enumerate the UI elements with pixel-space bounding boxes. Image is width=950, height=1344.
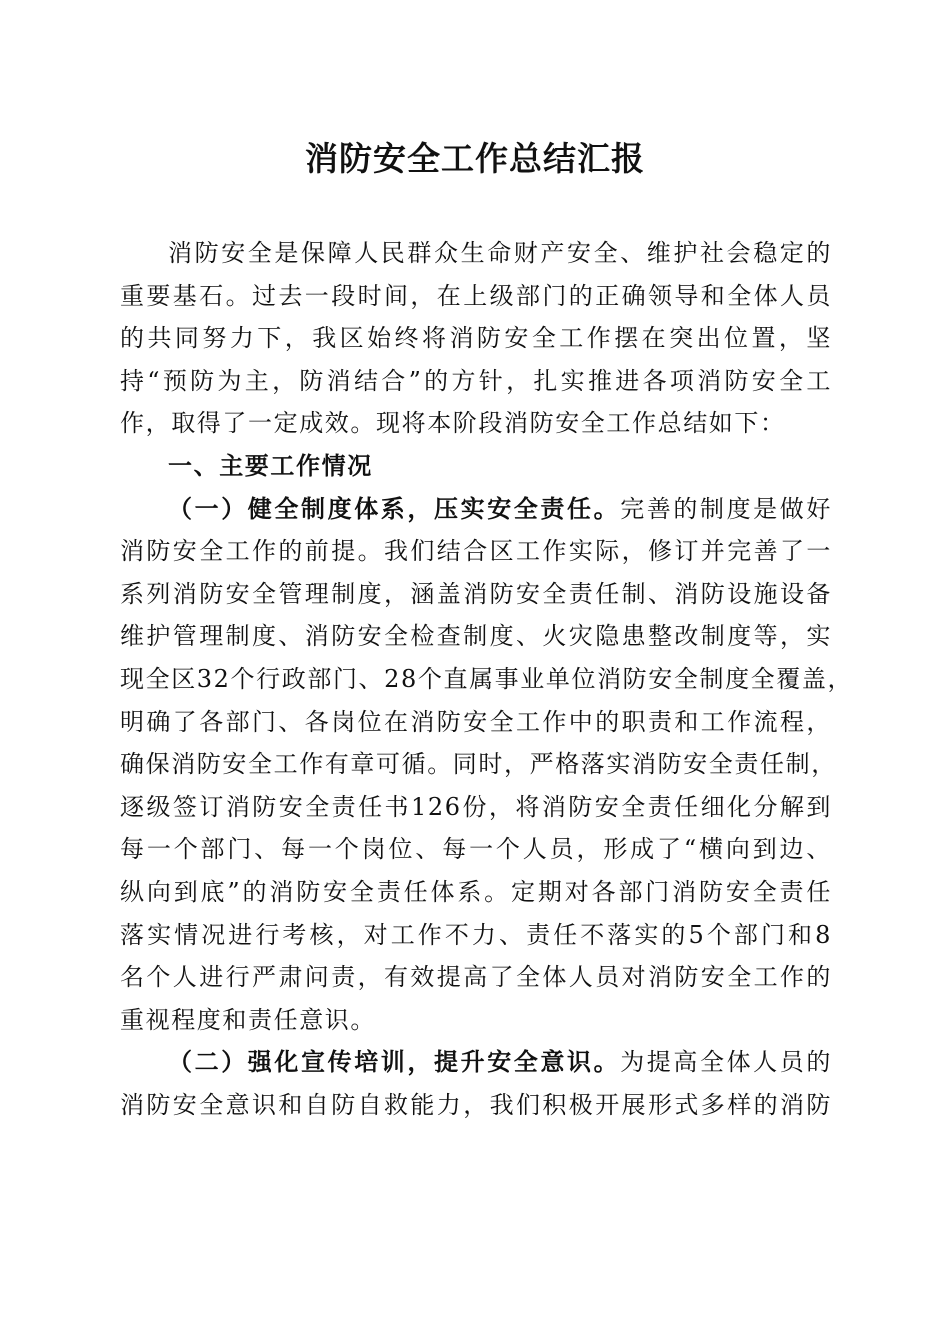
intro-line: 的共同努力下，我区始终将消防安全工作摆在突出位置，坚 bbox=[120, 324, 832, 353]
paragraph-line: 消防安全意识和自防自救能力，我们积极开展形式多样的消防 bbox=[120, 1090, 832, 1119]
document-body bbox=[120, 232, 854, 1126]
subsection-lead: （一）健全制度体系，压实安全责任。 bbox=[168, 493, 621, 523]
paragraph-line: 落实情况进行考核，对工作不力、责任不落实的5个部门和8 bbox=[120, 920, 832, 949]
paragraph-line: 系列消防安全管理制度，涵盖消防安全责任制、消防设施设备 bbox=[120, 579, 832, 608]
paragraph-line: 逐级签订消防安全责任书126份，将消防安全责任细化分解到 bbox=[120, 792, 832, 821]
paragraph-text: 完善的制度是做好 bbox=[620, 494, 832, 523]
section-heading: 一、主要工作情况 bbox=[168, 451, 373, 480]
intro-line: 持“预防为主，防消结合”的方针，扎实推进各项消防安全工 bbox=[120, 366, 832, 395]
intro-line: 重要基石。过去一段时间，在上级部门的正确领导和全体人员 bbox=[120, 281, 832, 310]
document-title: 消防安全工作总结汇报 bbox=[305, 139, 645, 178]
paragraph-line: 纵向到底”的消防安全责任体系。定期对各部门消防安全责任 bbox=[120, 877, 832, 906]
paragraph-line: 每一个部门、每一个岗位、每一个人员，形成了“横向到边、 bbox=[120, 835, 832, 864]
paragraph-line: 现全区32个行政部门、28个直属事业单位消防安全制度全覆盖， bbox=[120, 664, 854, 693]
paragraph-line: 确保消防安全工作有章可循。同时，严格落实消防安全责任制， bbox=[120, 750, 837, 779]
paragraph-line: 消防安全工作的前提。我们结合区工作实际，修订并完善了一 bbox=[120, 537, 832, 566]
paragraph-line: 名个人进行严肃问责，有效提高了全体人员对消防安全工作的 bbox=[120, 963, 832, 992]
paragraph-line: 明确了各部门、各岗位在消防安全工作中的职责和工作流程， bbox=[120, 707, 832, 736]
intro-line: 作，取得了一定成效。现将本阶段消防安全工作总结如下： bbox=[120, 409, 786, 438]
paragraph-line: 维护管理制度、消防安全检查制度、火灾隐患整改制度等，实 bbox=[120, 622, 832, 651]
subsection-first-line bbox=[120, 488, 832, 531]
intro-line: 消防安全是保障人民群众生命财产安全、维护社会稳定的 bbox=[168, 239, 832, 267]
subsection-lead: （二）强化宣传培训，提升安全意识。 bbox=[168, 1047, 621, 1077]
paragraph-line: 重视程度和责任意识。 bbox=[120, 1005, 376, 1034]
paragraph-text: 为提高全体人员的 bbox=[620, 1048, 832, 1077]
subsection-first-line bbox=[120, 1041, 832, 1084]
